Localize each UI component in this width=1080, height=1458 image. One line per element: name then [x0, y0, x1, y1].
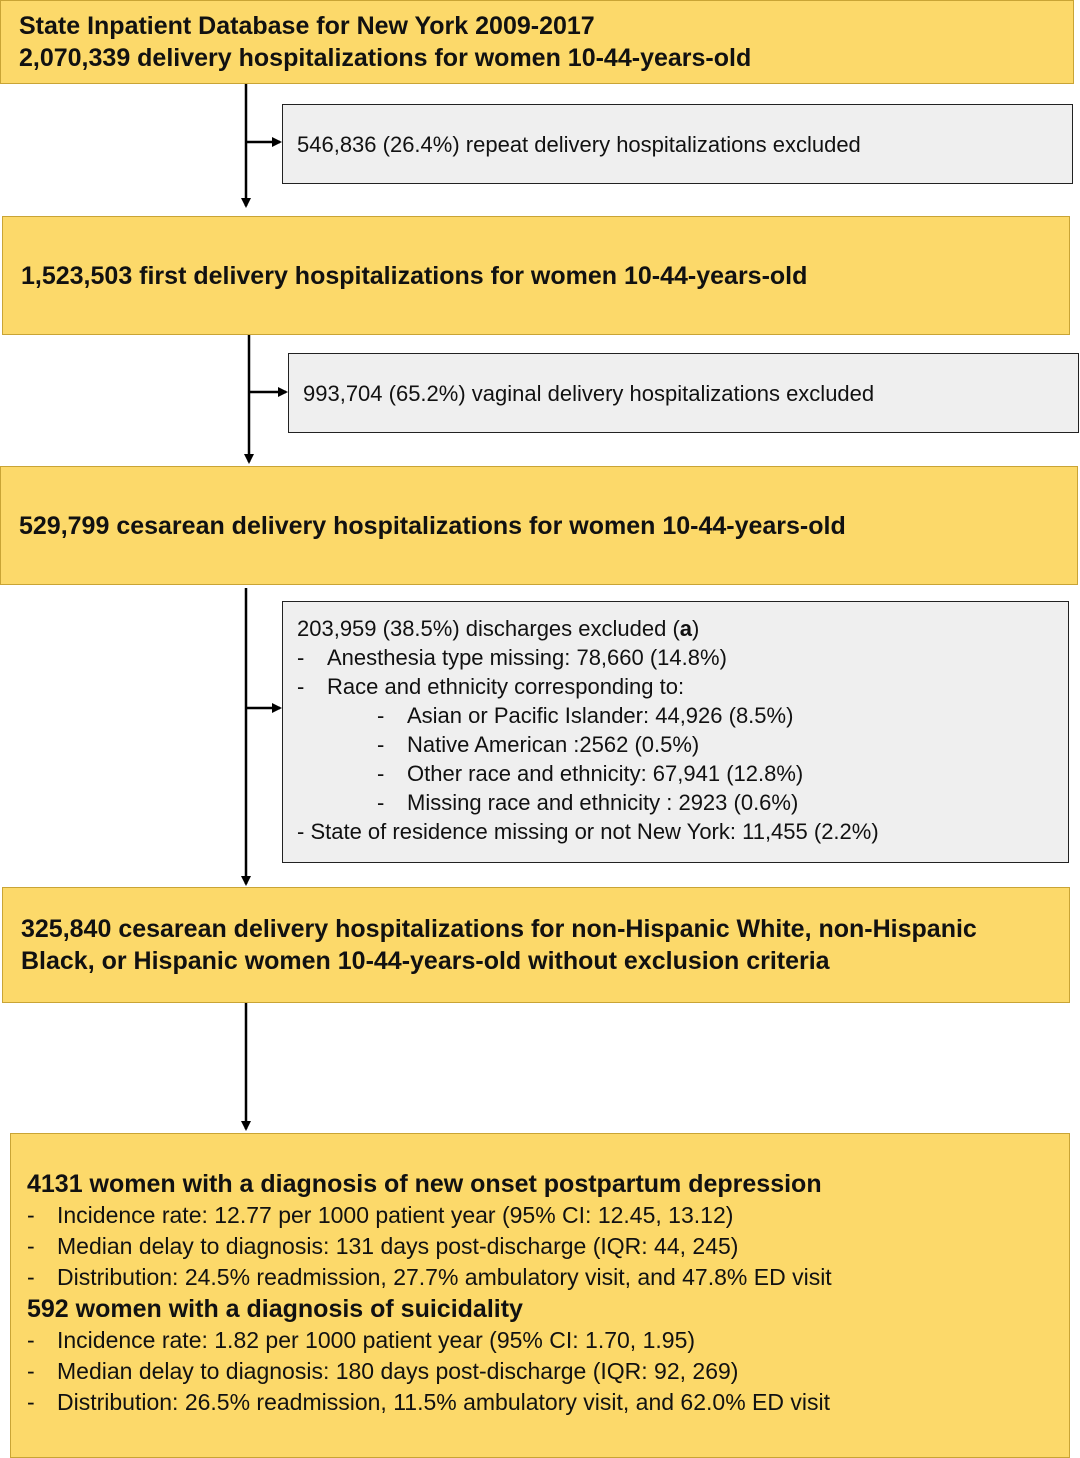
box-first-deliveries	[2, 216, 1070, 335]
exclusion-subitem-text: Missing race and ethnicity : 2923 (0.6%)	[407, 790, 799, 815]
exclusion-item-text: Anesthesia type missing: 78,660 (14.8%)	[327, 645, 727, 670]
exclusion-last-item: - State of residence missing or not New York: 11,455 (2.2%)	[297, 819, 879, 844]
exclusion-item	[297, 672, 1054, 701]
bullet-dash: -	[377, 761, 385, 786]
ppd-title: 4131 women with a diagnosis of new onset postpartum depression	[27, 1170, 822, 1198]
bullet-dash: -	[27, 1389, 35, 1415]
suicidality-item-text: Median delay to diagnosis: 180 days post-discharge (IQR: 92, 269)	[57, 1358, 739, 1384]
ppd-item-text: Incidence rate: 12.77 per 1000 patient year (95% CI: 12.45, 13.12)	[57, 1202, 734, 1228]
ppd-item-text: Median delay to diagnosis: 131 days post-discharge (IQR: 44, 245)	[57, 1233, 739, 1259]
source-database-title: State Inpatient Database for New York 2009-2017	[19, 12, 595, 40]
box-outcomes	[10, 1133, 1070, 1458]
bullet-dash: -	[27, 1233, 35, 1259]
exclusion-subitem-text: Asian or Pacific Islander: 44,926 (8.5%)	[407, 703, 794, 728]
bullet-dash: -	[27, 1202, 35, 1228]
ppd-item-text: Distribution: 24.5% readmission, 27.7% ambulatory visit, and 47.8% ED visit	[57, 1264, 832, 1290]
exclusion-discharges-header	[297, 614, 1054, 643]
bullet-dash: -	[297, 674, 305, 699]
ppd-item	[27, 1200, 1069, 1231]
exclusion-subitem-text: Other race and ethnicity: 67,941 (12.8%)	[407, 761, 804, 786]
exclusion-item	[297, 643, 1054, 672]
ppd-item	[27, 1231, 1069, 1262]
box-exclusion-repeat	[282, 104, 1073, 184]
bullet-dash: -	[377, 703, 385, 728]
suicidality-title: 592 women with a diagnosis of suicidality	[27, 1295, 523, 1323]
exclusion-item-text: Race and ethnicity corresponding to:	[327, 674, 685, 699]
bullet-dash: -	[297, 645, 305, 670]
bullet-dash: -	[377, 732, 385, 757]
box-cesarean-deliveries	[0, 466, 1078, 585]
exclusion-subitem-text: Native American :2562 (0.5%)	[407, 732, 700, 757]
exclusion-subitem	[297, 788, 1054, 817]
bullet-dash: -	[27, 1358, 35, 1384]
suicidality-item-text: Distribution: 26.5% readmission, 11.5% ambulatory visit, and 62.0% ED visit	[57, 1389, 830, 1415]
exclusion-subitem	[297, 759, 1054, 788]
bullet-dash: -	[27, 1264, 35, 1290]
exclusion-vaginal-text: 993,704 (65.2%) vaginal delivery hospitalizations excluded	[303, 380, 875, 406]
box-final-cohort	[2, 887, 1070, 1003]
final-cohort-line2: Black, or Hispanic women 10-44-years-old without exclusion criteria	[21, 947, 830, 975]
exclusion-repeat-text: 546,836 (26.4%) repeat delivery hospitalizations excluded	[297, 131, 861, 157]
cesarean-deliveries-count: 529,799 cesarean delivery hospitalizations for women 10-44-years-old	[19, 511, 846, 540]
first-deliveries-count: 1,523,503 first delivery hospitalizations for women 10-44-years-old	[21, 261, 808, 290]
exclusion-subitem	[297, 730, 1054, 759]
bullet-dash: -	[27, 1327, 35, 1353]
suicidality-item-text: Incidence rate: 1.82 per 1000 patient year (95% CI: 1.70, 1.95)	[57, 1327, 696, 1353]
ppd-item	[27, 1262, 1069, 1293]
bullet-dash: -	[377, 790, 385, 815]
footnote-a: a	[679, 616, 693, 641]
box-exclusion-vaginal	[288, 353, 1079, 433]
exclusion-subitem	[297, 701, 1054, 730]
box-exclusion-discharges	[282, 601, 1069, 863]
exclusion-header-end: )	[692, 616, 700, 641]
final-cohort-line1: 325,840 cesarean delivery hospitalizations for non-Hispanic White, non-Hispanic	[21, 915, 977, 943]
suicidality-item	[27, 1356, 1069, 1387]
total-deliveries-count: 2,070,339 delivery hospitalizations for women 10-44-years-old	[19, 44, 752, 72]
suicidality-item	[27, 1387, 1069, 1418]
suicidality-item	[27, 1325, 1069, 1356]
box-source-database	[0, 0, 1074, 84]
exclusion-header-text: 203,959 (38.5%) discharges excluded (	[297, 616, 680, 641]
